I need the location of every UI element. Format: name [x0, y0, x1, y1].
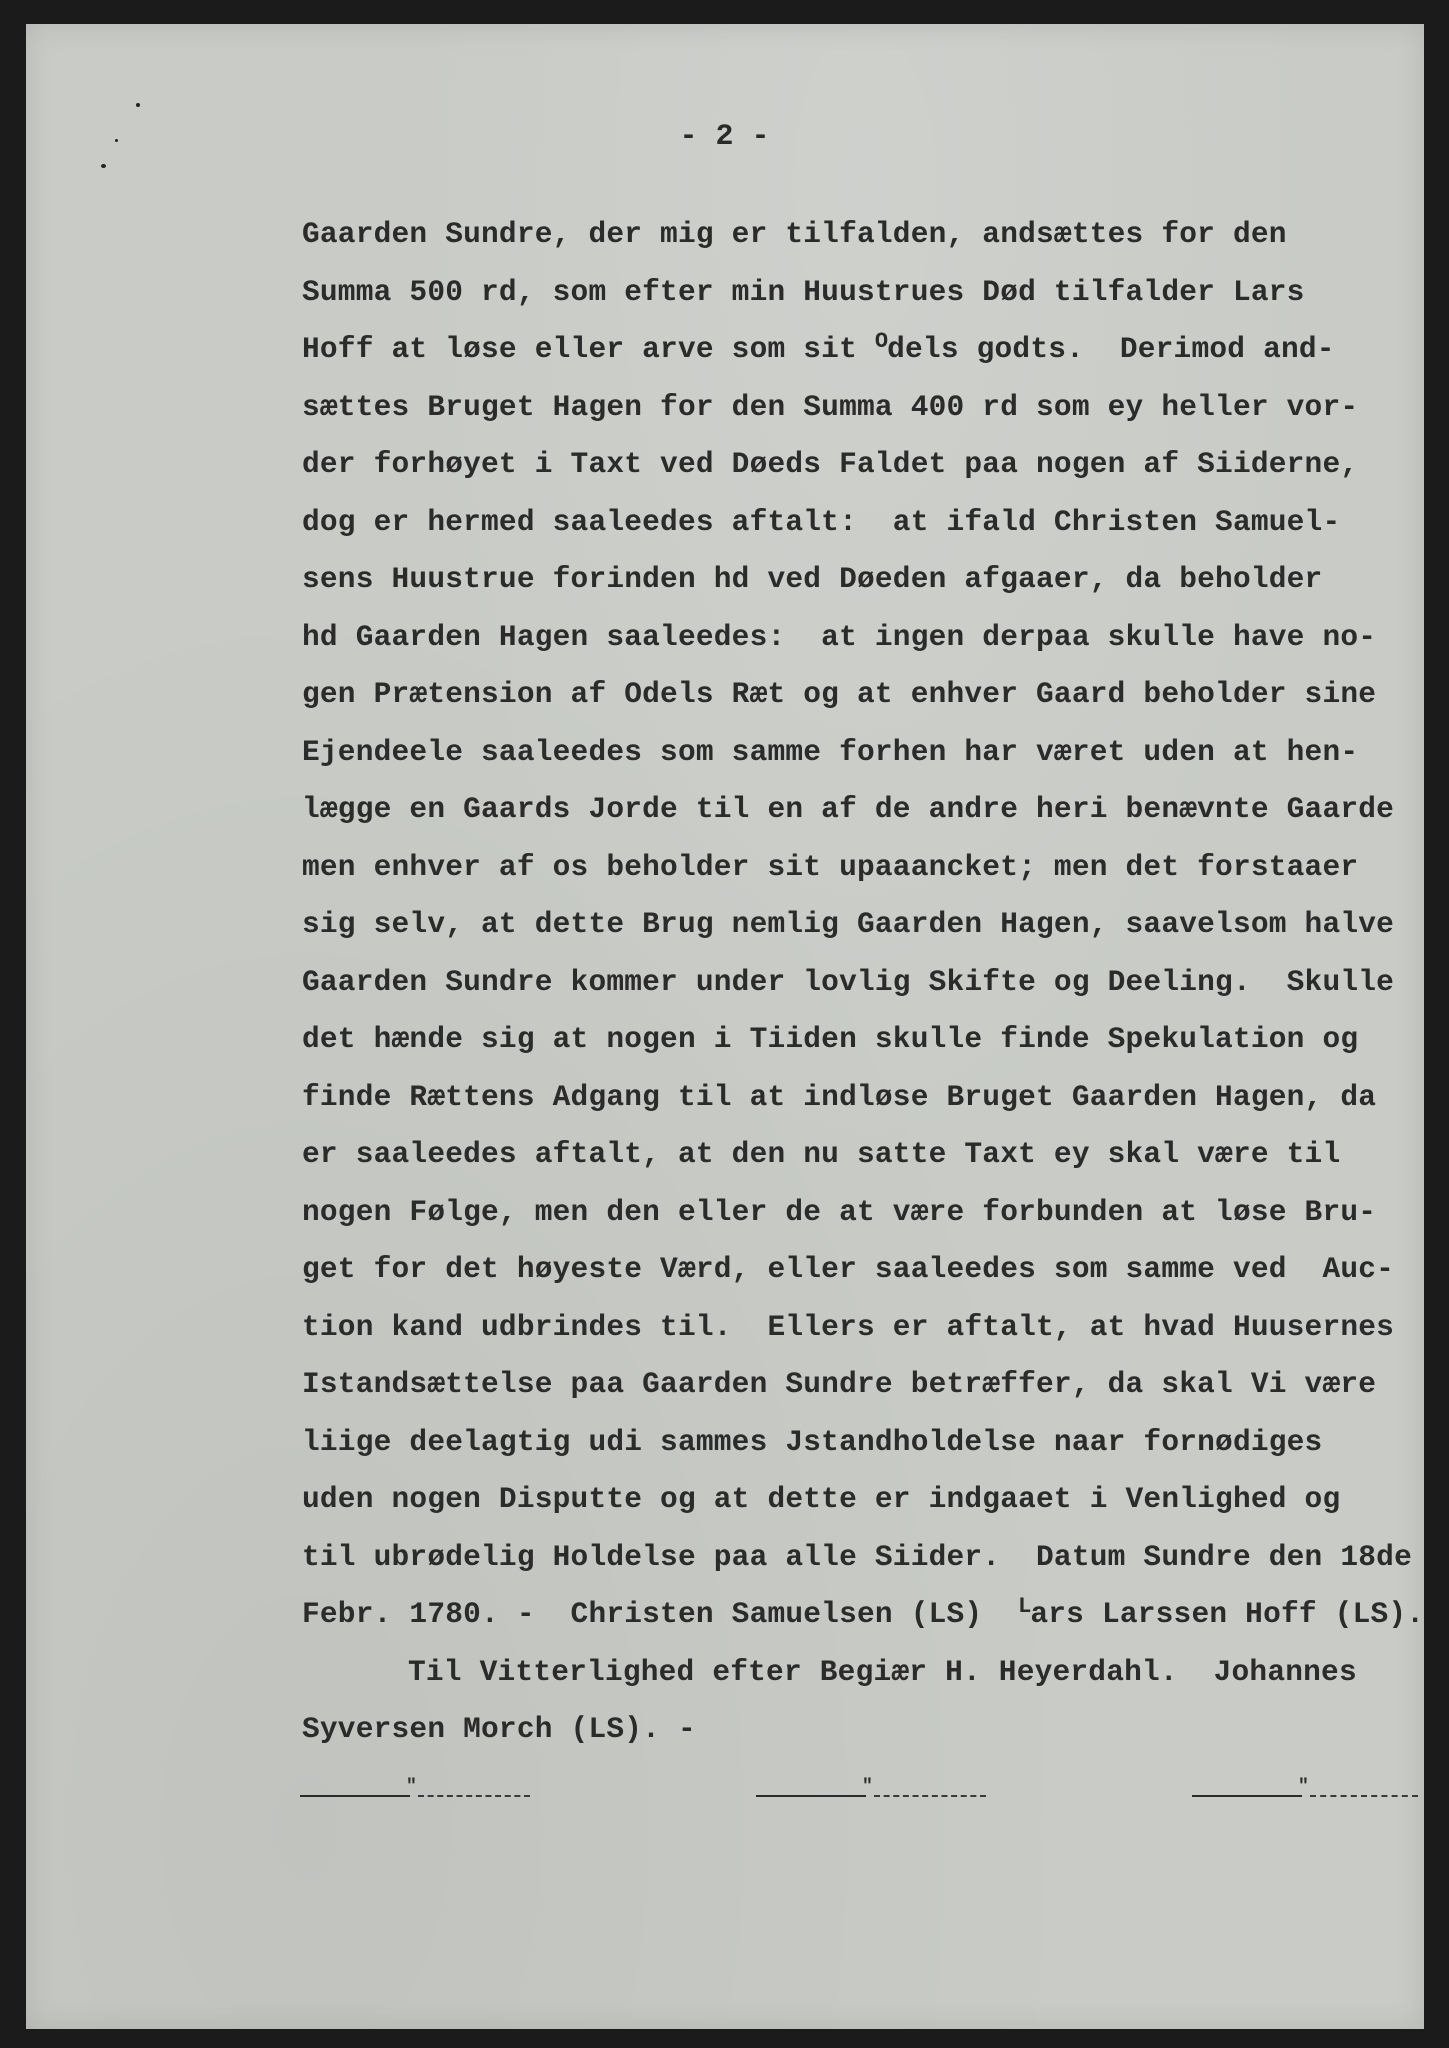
text-line: der forhøyet i Taxt ved Døeds Faldet paa nogen af Siiderne,	[302, 447, 1359, 481]
text-line: sættes Bruget Hagen for den Summa 400 rd som ey heller vor-	[302, 389, 1359, 424]
text-line: get for det høyeste Værd, eller saaleedes som samme ved Auc-	[302, 1252, 1395, 1286]
text-line: Ejendeele saaleedes som samme forhen har været uden at hen-	[302, 734, 1359, 769]
text-line	[302, 1586, 1425, 1644]
text-line: hd Gaarden Hagen saaleedes: at ingen derpaa skulle have no-	[302, 619, 1377, 654]
ink-speck	[136, 103, 140, 107]
text-line: det hænde sig at nogen i Tiiden skulle finde Spekulation og	[302, 1022, 1359, 1056]
separator-mark: "	[862, 1777, 873, 1797]
separator-left	[300, 1777, 532, 1797]
text-line: sens Huustrue forinden hd ved Døeden afgaaer, da beholder	[302, 562, 1323, 596]
text-line: uden nogen Disputte og at dette er indgaaet i Venlighed og	[302, 1482, 1341, 1516]
text-line: Summa 500 rd, som efter min Huustrues Død tilfalder Lars	[302, 274, 1305, 309]
text-line: er saaleedes aftalt, at den nu satte Taxt ey skal være til	[302, 1137, 1341, 1171]
text-segment: ars Larssen Hoff (LS).	[1030, 1597, 1425, 1631]
superscript-letter: O	[874, 329, 888, 354]
text-line: finde Rættens Adgang til at indløse Bruget Gaarden Hagen, da	[302, 1079, 1377, 1114]
separator-row	[0, 1777, 1449, 1801]
document-body	[302, 206, 1425, 1759]
text-line: sig selv, at dette Brug nemlig Gaarden Hagen, saavelsom halve	[302, 907, 1395, 941]
superscript-letter: L	[1018, 1594, 1031, 1619]
text-segment: dels godts. Derimod and-	[887, 332, 1335, 366]
separator-right	[1192, 1777, 1420, 1797]
separator-mark: "	[1298, 1777, 1309, 1797]
text-line: tion kand udbrindes til. Ellers er aftalt, at hvad Huusernes	[302, 1309, 1395, 1344]
text-line: Syversen Morch (LS). -	[302, 1712, 696, 1746]
text-line: Gaarden Sundre kommer under lovlig Skifte og Deeling. Skulle	[302, 964, 1395, 999]
ink-speck	[101, 164, 106, 168]
text-line: Istandsættelse paa Gaarden Sundre betræffer, da skal Vi være	[302, 1367, 1377, 1401]
separator-middle	[756, 1777, 988, 1797]
text-line: nogen Følge, men den eller de at være forbunden at løse Bru-	[302, 1194, 1377, 1229]
text-segment: Febr. 1780. - Christen Samuelsen (LS)	[302, 1597, 1019, 1631]
text-line: gen Prætension af Odels Ræt og at enhver Gaard beholder sine	[302, 677, 1377, 711]
text-line: Gaarden Sundre, der mig er tilfalden, andsættes for den	[302, 217, 1287, 251]
text-line: lægge en Gaards Jorde til en af de andre heri benævnte Gaarde	[302, 792, 1395, 826]
text-segment: Hoff at løse eller arve som sit	[302, 332, 875, 366]
text-line: men enhver af os beholder sit upaaancket; men det forstaaer	[302, 849, 1359, 884]
separator-mark: "	[406, 1777, 417, 1797]
page-number: - 2 -	[679, 120, 770, 154]
text-line: liige deelagtig udi sammes Jstandholdelse naar fornødiges	[302, 1424, 1323, 1459]
text-line-indented: Til Vitterlighed efter Begiær H. Heyerdahl. Johannes	[408, 1654, 1357, 1689]
text-line: til ubrødelig Holdelse paa alle Siider. Datum Sundre den 18de	[302, 1539, 1412, 1574]
text-line	[302, 321, 1422, 379]
text-line: dog er hermed saaleedes aftalt: at ifald Christen Samuel-	[302, 504, 1341, 539]
